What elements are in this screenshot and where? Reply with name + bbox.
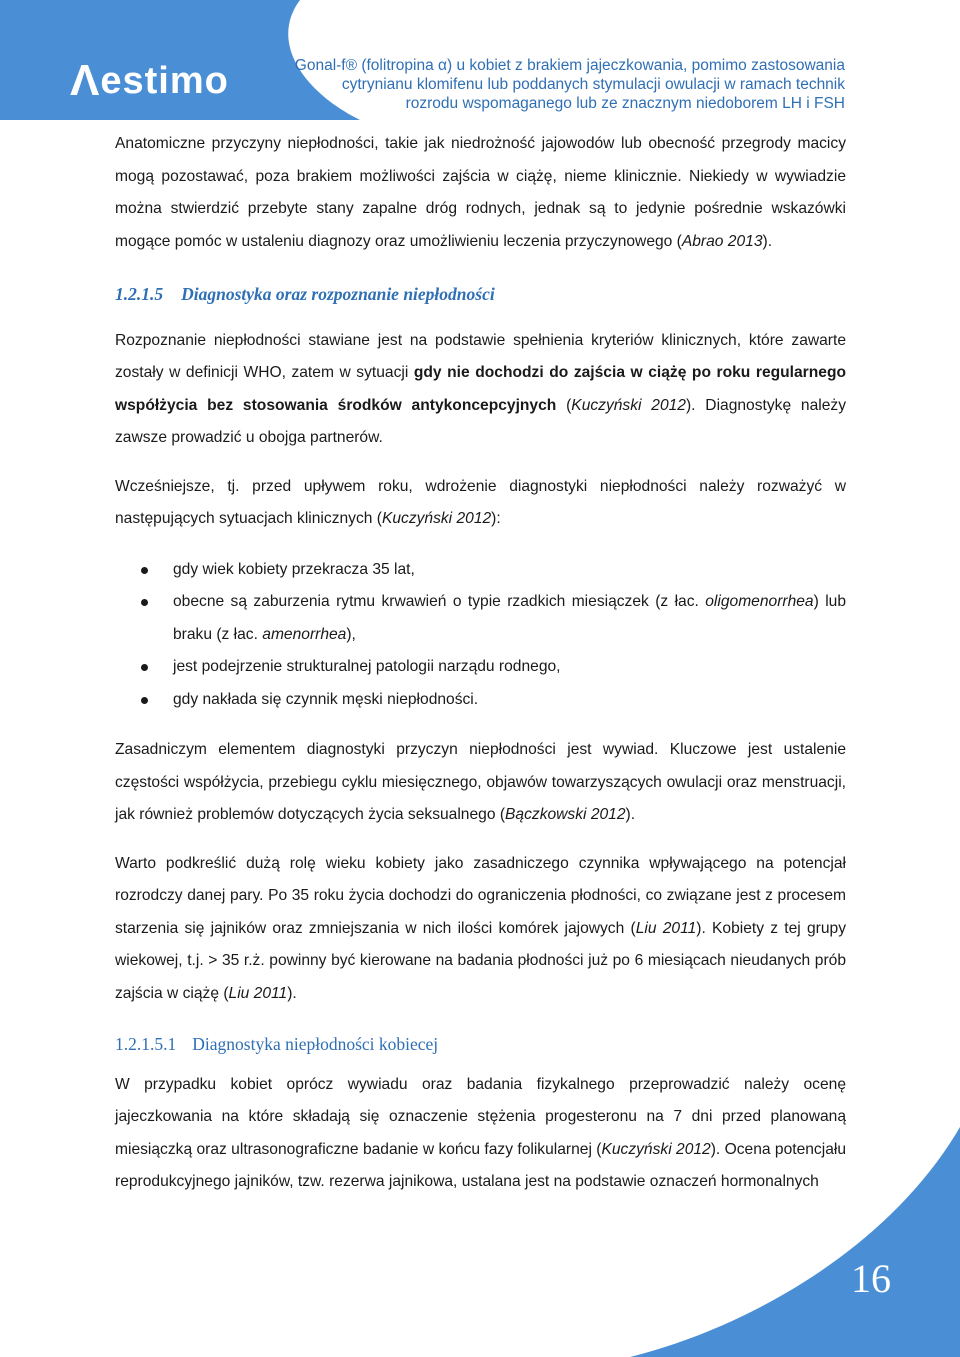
- subsection-heading: [115, 1028, 846, 1061]
- citation: Kuczyński 2012: [601, 1140, 711, 1158]
- list-item: [115, 684, 846, 717]
- section-title: Diagnostyka oraz rozpoznanie niepłodności: [181, 284, 495, 304]
- estimo-logo: [70, 54, 229, 104]
- latin-term: oligomenorrhea: [705, 593, 814, 610]
- section-number: 1.2.1.5: [115, 284, 164, 304]
- list-item-text: obecne są zaburzenia rytmu krwawień o typie rzadkich miesiączek (z łac.: [173, 593, 706, 610]
- paragraph-text: ).: [287, 984, 297, 1002]
- header-band: [0, 0, 960, 120]
- paragraph-age: [115, 848, 846, 1011]
- paragraph-text: Warto podkreślić dużą rolę wieku kobiety jako zasadniczego czynnika wpływającego na potencjał rozrodczy danej pary. Po 35 roku życia dochodzi do ograniczenia płodności, co związane jest z procesem starzenia się jajników oraz zmniejszania w nich ilości komórek jajowych (: [115, 854, 846, 937]
- list-item: [115, 586, 846, 651]
- paragraph-diagnosis-definition: [115, 325, 846, 455]
- page-corner-decoration: [630, 1127, 960, 1357]
- citation: Liu 2011: [635, 919, 697, 937]
- paragraph-early-diagnosis: [115, 471, 846, 536]
- logo-mark-icon: Λ: [70, 56, 101, 105]
- citation: Kuczyński 2012: [381, 510, 492, 527]
- paragraph-text: ). Diagnostykę należy zawsze prowadzić u obojga partnerów.: [115, 396, 846, 446]
- intro-text: Anatomiczne przyczyny niepłodności, takie jak niedrożność jajowodów lub obecność przegrody macicy mogą pozostawać, poza brakiem możliwości zajścia w ciążę, nieme klinicznie. Niekiedy w wywiadzie można stwierdzić przebyte stany zapalne dróg rodnych, jednak są to jedynie pośrednie wskazówki mogące pomóc w ustaleniu diagnozy oraz umożliwieniu leczenia przyczynowego (: [115, 135, 846, 250]
- paragraph-text: Rozpoznanie niepłodności stawiane jest na podstawie spełnienia kryteriów klinicznych, które zawarte zostały w definicji WHO, zatem w sytuacji: [115, 331, 846, 381]
- paragraph-text: ).: [625, 806, 636, 823]
- header-title-line-2: cytrynianu klomifenu lub poddanych stymulacji owulacji w ramach technik: [341, 76, 845, 93]
- bullet-icon: [141, 567, 148, 574]
- list-item-text: ) lub braku (z łac.: [173, 593, 847, 643]
- list-item-text: jest podejrzenie strukturalnej patologii narządu rodnego,: [173, 658, 561, 675]
- subsection-title: Diagnostyka niepłodności kobiecej: [192, 1034, 439, 1054]
- header-title-line-1: Gonal-f® (folitropina α) u kobiet z brakiem jajeczkowania, pomimo zastosowania: [294, 57, 845, 74]
- paragraph-text: W przypadku kobiet oprócz wywiadu oraz badania fizykalnego przeprowadzić należy ocenę jajeczkowania na które składają się oznaczenie stężenia progesteronu na 7 dni przed planowaną miesiączką oraz ultrasonograficzne badanie w końcu fazy folikularnej (: [115, 1075, 846, 1158]
- logo-text: estimo: [100, 60, 229, 102]
- citation: Kuczyński 2012: [571, 396, 686, 414]
- paragraph-text: Zasadniczym elementem diagnostyki przyczyn niepłodności jest wywiad. Kluczowe jest ustalenie częstości współżycia, przebiegu cyklu miesięcznego, objawów towarzyszących owulacji oraz menstruacji, jak również problemów dotyczących życia seksualnego (: [115, 741, 846, 823]
- paragraph-text: Wcześniejsze, tj. przed upływem roku, wdrożenie diagnostyki niepłodności należy rozważyć w następujących sytuacjach klinicznych (: [115, 477, 846, 527]
- intro-text-end: ).: [762, 232, 773, 250]
- list-item-text: gdy wiek kobiety przekracza 35 lat,: [173, 560, 415, 578]
- page-number: 16: [851, 1256, 891, 1301]
- list-item: [115, 651, 846, 684]
- citation: Abrao 2013: [681, 232, 763, 250]
- intro-paragraph: [115, 128, 846, 258]
- paragraph-text: ). Ocena potencjału reprodukcyjnego jajników, tzw. rezerwa jajnikowa, ustalana jest na podstawie oznaczeń hormonalnych: [115, 1140, 846, 1190]
- section-heading: [115, 278, 846, 311]
- bullet-icon: [141, 697, 148, 704]
- paragraph-text: ). Kobiety z tej grupy wiekowej, t.j. > 35 r.ż. powinny być kierowane na badania płodności już po 6 miesiącach nieudanych prób zajścia w ciążę (: [115, 919, 846, 1002]
- subsection-number: 1.2.1.5.1: [115, 1034, 177, 1054]
- latin-term: amenorrhea: [262, 625, 347, 643]
- paragraph-text: ):: [491, 510, 501, 527]
- list-item-text: gdy nakłada się czynnik męski niepłodności.: [173, 690, 479, 708]
- bold-definition: gdy nie dochodzi do zajścia w ciążę po roku regularnego współżycia bez stosowania środków antykoncepcyjnych: [115, 364, 847, 414]
- bullet-icon: [141, 664, 148, 671]
- paragraph-interview: [115, 734, 846, 832]
- bullet-icon: [141, 599, 148, 606]
- bullet-list: [115, 554, 846, 717]
- header-title-line-3: rozrodu wspomaganego lub ze znacznym niedoborem LH i FSH: [405, 95, 845, 112]
- paragraph-text: (: [556, 396, 572, 414]
- list-item-text: ),: [346, 625, 356, 643]
- citation: Bączkowski 2012: [505, 806, 626, 823]
- document-body: [115, 128, 846, 1199]
- citation: Liu 2011: [228, 984, 288, 1002]
- list-item: [115, 554, 846, 587]
- document-header-title: [285, 56, 845, 113]
